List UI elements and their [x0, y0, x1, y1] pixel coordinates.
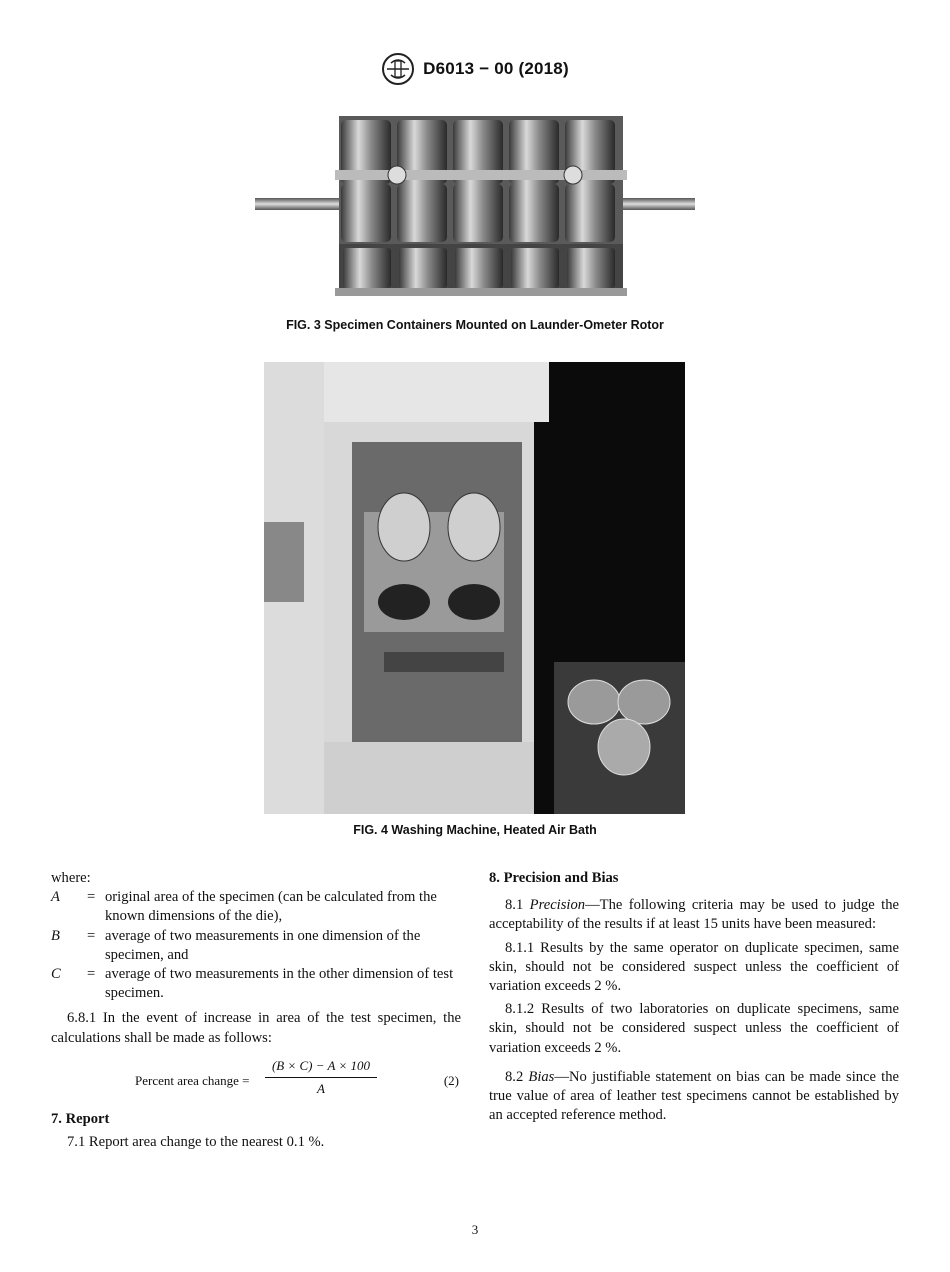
term-bias: Bias: [528, 1068, 555, 1085]
section-7-heading: 7. Report: [51, 1110, 110, 1127]
variable-symbol: B: [51, 927, 60, 944]
figure-4-caption: FIG. 4 Washing Machine, Heated Air Bath: [353, 823, 597, 837]
launder-ometer-rotor-photo: [255, 98, 695, 306]
equation-2: [51, 1054, 461, 1100]
equation-number: (2): [443, 1072, 459, 1088]
paragraph-text: —No justifiable statement on bias can be made since the true value of area of leather test specimens cannot be established by an accepted reference method.: [489, 1068, 899, 1124]
right-column: [489, 869, 899, 1125]
paragraph-8-1-1: 8.1.1 Results by the same operator on duplicate specimen, same skin, should not be considered suspect unless the coefficient of variation exceeds 2 %.: [489, 939, 899, 995]
where-label: where:: [51, 870, 91, 886]
variable-symbol: C: [51, 966, 61, 983]
paragraph-8-1: [489, 896, 899, 934]
figure-3-caption: FIG. 3 Specimen Containers Mounted on Launder-Ometer Rotor: [286, 318, 664, 332]
page-header: [0, 52, 950, 91]
variable-symbol: A: [51, 889, 60, 906]
variable-definition: original area of the specimen (can be calculated from the known dimensions of the die),: [105, 889, 437, 925]
variable-definition: average of two measurements in one dimension of the specimen, and: [105, 927, 421, 963]
equals-sign: =: [87, 966, 96, 983]
document-id: D6013 − 00 (2018): [423, 59, 569, 78]
equals-sign: =: [87, 889, 96, 906]
variable-list: [51, 888, 461, 1003]
paragraph-7-1: 7.1 Report area change to the nearest 0.1 %.: [67, 1134, 325, 1151]
equation-numerator: (B × C) − A × 100: [265, 1056, 377, 1078]
page-number: 3: [471, 1222, 479, 1237]
paragraph-6-8-1: 6.8.1 In the event of increase in area of the test specimen, the calculations shall be made as follows:: [51, 1010, 461, 1046]
equation-fraction: [265, 1056, 377, 1098]
washing-machine-photo: [264, 362, 685, 814]
section-8-heading: 8. Precision and Bias: [489, 870, 619, 886]
paragraph-8-1-2: 8.1.2 Results of two laboratories on duplicate specimens, same skin, should not be considered suspect unless the coefficient of variation exceeds 2 %.: [489, 1001, 899, 1056]
variable-definition: average of two measurements in the other dimension of test specimen.: [105, 966, 454, 1002]
variable-row-c: [51, 965, 461, 1003]
paragraph-8-2: [489, 1068, 899, 1126]
astm-logo-icon: [381, 52, 415, 86]
equation-label: Percent area change =: [135, 1072, 250, 1088]
term-precision: Precision: [529, 897, 586, 914]
variable-row-b: [51, 927, 461, 965]
variable-row-a: [51, 888, 461, 926]
left-column: [51, 869, 461, 1152]
paragraph-text: —The following criteria may be used to judge the acceptability of the results if at least 15 units have been measured:: [489, 897, 899, 933]
equals-sign: =: [87, 927, 96, 944]
paragraph-number: 8.1: [505, 897, 524, 914]
paragraph-number: 8.2: [505, 1068, 524, 1085]
equation-denominator: A: [317, 1081, 325, 1097]
